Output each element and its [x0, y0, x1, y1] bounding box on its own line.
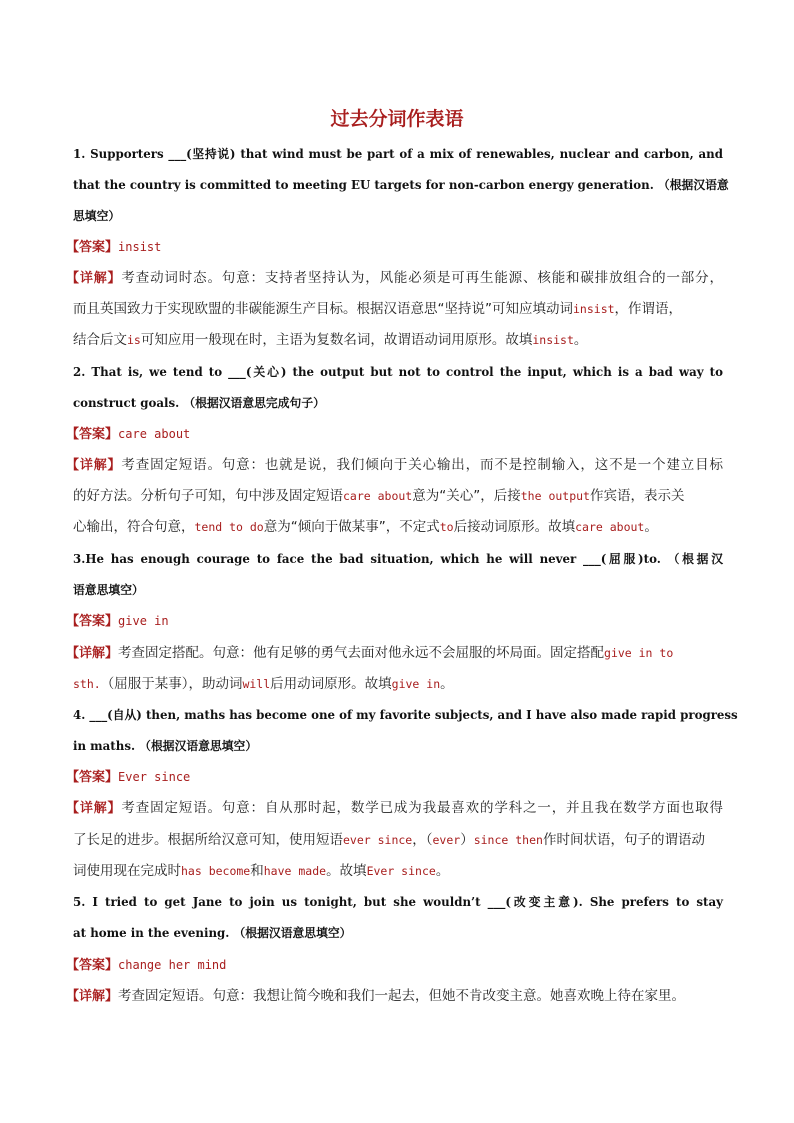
- question-2-answer: [66, 424, 723, 445]
- detail-tag: 【详解】: [66, 458, 122, 473]
- answer-tag: 【答案】: [66, 427, 119, 442]
- answer-text: care about: [118, 427, 191, 441]
- question-4-detail-line-2: 了长足的进步。根据所给汉意可知，使用短语ever since，（ever）since then作时间状语，句子的谓语动: [73, 832, 705, 848]
- question-4-detail-line-1: 【详解】考查固定短语。句意：自从那时起，数学已成为我最喜欢的学科之一，并且我在数学方面也取得: [66, 800, 723, 816]
- answer-text: Ever since: [118, 770, 191, 784]
- answer-tag: 【答案】: [66, 240, 119, 255]
- question-2-detail-line-3: 心输出，符合句意，tend to do意为“倾向于做某事”，不定式to后接动词原形。故填care about。: [73, 519, 658, 535]
- answer-text: change her mind: [118, 958, 227, 972]
- question-1-detail-line-2: 而且英国致力于实现欧盟的非碳能源生产目标。根据汉语意思“坚持说”可知应填动词insist，作谓语，: [73, 301, 683, 317]
- detail-tag: 【详解】: [66, 646, 119, 661]
- question-3-line-2: 语意思填空）: [73, 583, 144, 597]
- answer-tag: 【答案】: [66, 770, 119, 785]
- detail-tag: 【详解】: [66, 989, 119, 1004]
- question-1-answer: [66, 237, 723, 258]
- question-4-line-2: in maths. （根据汉语意思填空）: [73, 739, 258, 753]
- question-4-detail-line-3: 词使用现在完成时has become和have made。故填Ever since。: [73, 863, 450, 879]
- question-1-detail-line-3: 结合后文is可知应用一般现在时，主语为复数名词，故谓语动词用原形。故填insist。: [73, 332, 588, 348]
- question-2-line-1: 2. That is, we tend to ___(关心) the output but not to control the input, which is a bad way to: [73, 365, 723, 379]
- question-1-detail-line-1: 【详解】考查动词时态。句意：支持者坚持认为，风能必须是可再生能源、核能和碳排放组合的一部分，: [66, 270, 723, 286]
- detail-tag: 【详解】: [66, 801, 122, 816]
- answer-tag: 【答案】: [66, 614, 119, 629]
- detail-tag: 【详解】: [66, 271, 122, 286]
- question-3-detail-line-2: sth.（屈服于某事），助动词will后用动词原形。故填give in。: [73, 676, 454, 692]
- question-3-answer: [66, 611, 723, 632]
- question-5-line-2: at home in the evening. （根据汉语意思填空）: [73, 926, 352, 940]
- question-5-detail-line-1: 【详解】考查固定短语。句意：我想让简今晚和我们一起去，但她不肯改变主意。她喜欢晚上待在家里。: [66, 988, 686, 1004]
- question-2-detail-line-1: 【详解】考查固定短语。句意：也就是说，我们倾向于关心输出，而不是控制输入，这不是一个建立目标: [66, 457, 723, 473]
- question-2-detail-line-2: 的好方法。分析句子可知，句中涉及固定短语care about意为“关心”，后接the output作宾语，表示关: [73, 488, 685, 504]
- question-4-answer: [66, 767, 723, 788]
- question-2-line-2: construct goals. （根据汉语意思完成句子）: [73, 396, 325, 410]
- question-1-line-3: 思填空）: [73, 209, 121, 223]
- question-3-line-1: 3.He has enough courage to face the bad situation, which he will never ___(屈服)to. （根据汉: [73, 552, 723, 566]
- answer-text: insist: [118, 240, 162, 254]
- question-5-answer: [66, 955, 723, 976]
- answer-tag: 【答案】: [66, 958, 119, 973]
- page-title: 过去分词作表语: [330, 108, 464, 130]
- question-1-line-2: that the country is committed to meeting EU targets for non-carbon energy generation. （根据汉语意: [73, 178, 729, 192]
- question-4-line-1: 4. ___(自从) then, maths has become one of my favorite subjects, and I have also made rapid progress: [73, 708, 738, 722]
- question-5-line-1: 5. I tried to get Jane to join us tonight, but she wouldn’t ___(改变主意). She prefers to stay: [73, 895, 723, 909]
- answer-text: give in: [118, 614, 169, 628]
- question-3-detail-line-1: 【详解】考查固定搭配。句意：他有足够的勇气去面对他永远不会屈服的坏局面。固定搭配give in to: [66, 645, 674, 661]
- question-1-line-1: 1. Supporters ___(坚持说) that wind must be part of a mix of renewables, nuclear and carbon, and: [73, 147, 723, 161]
